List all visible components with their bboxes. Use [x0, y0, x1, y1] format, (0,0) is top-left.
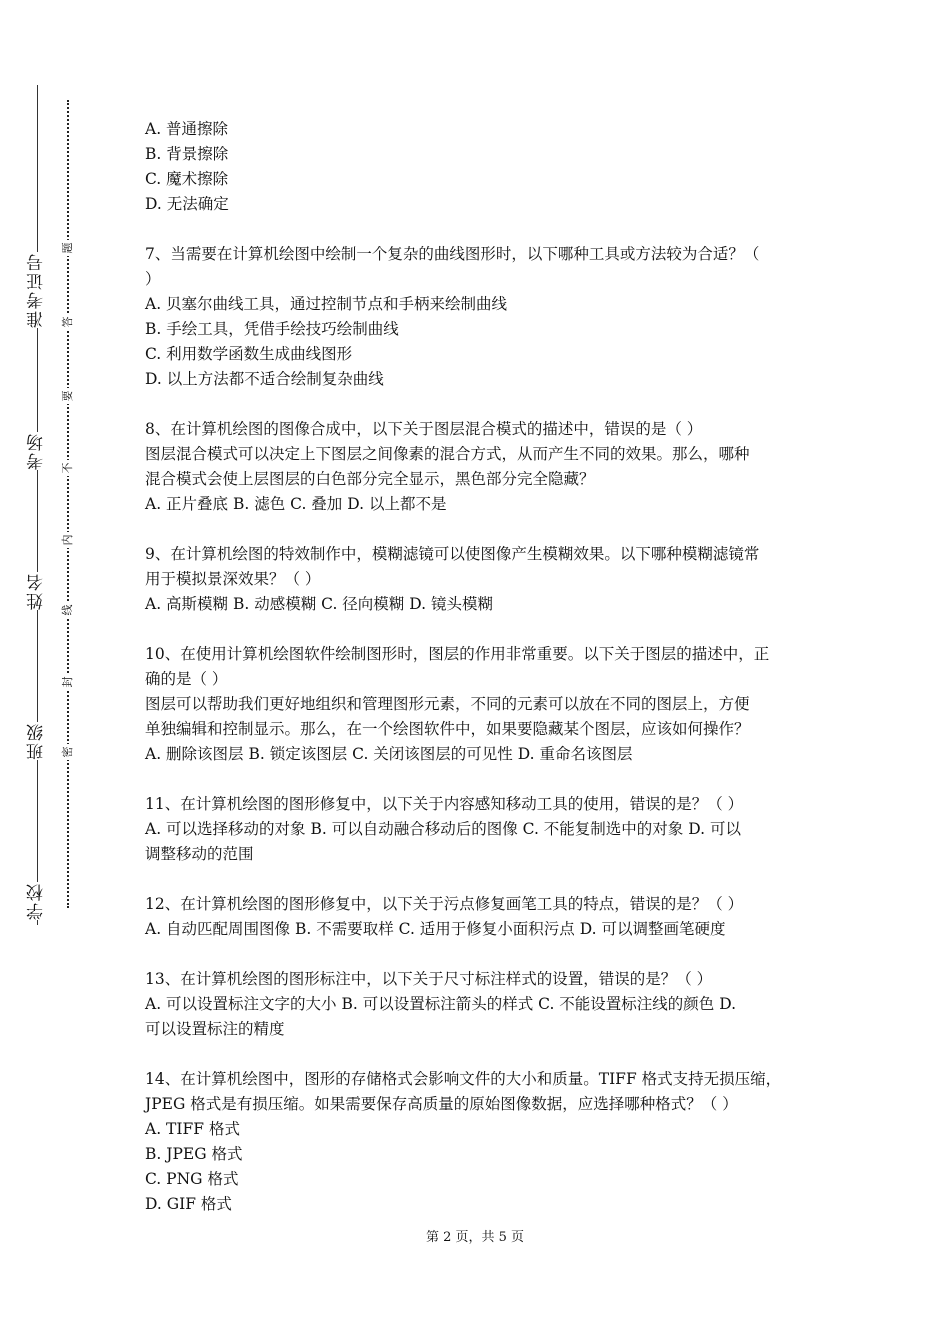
option: A. 贝塞尔曲线工具，通过控制节点和手柄来绘制曲线 — [145, 295, 508, 313]
options-inline: A. 删除该图层 B. 锁定该图层 C. 关闭该图层的可见性 D. 重命名该图层 — [145, 745, 633, 763]
question-13 — [145, 967, 815, 1042]
question-stem: 13、在计算机绘图的图形标注中，以下关于尺寸标注样式的设置，错误的是？（ ） — [145, 970, 713, 988]
question-stem: 11、在计算机绘图的图形修复中，以下关于内容感知移动工具的使用，错误的是？（ ） — [145, 795, 744, 813]
question-8 — [145, 417, 815, 517]
question-content — [145, 117, 815, 1217]
question-12 — [145, 892, 815, 942]
option: C. 魔术擦除 — [145, 170, 229, 188]
binding-margin — [0, 0, 110, 1344]
question-7 — [145, 242, 815, 392]
options-inline: A. 自动匹配周围图像 B. 不需要取样 C. 适用于修复小面积污点 D. 可以调整画笔硬度 — [145, 920, 726, 938]
option: D. 以上方法都不适合绘制复杂曲线 — [145, 370, 384, 388]
question-stem: 混合模式会使上层图层的白色部分完全显示，黑色部分完全隐藏？ — [145, 470, 595, 488]
options-inline: 调整移动的范围 — [145, 845, 254, 863]
seal-char: 不 — [60, 460, 76, 476]
question-stem: JPEG 格式是有损压缩。如果需要保存高质量的原始图像数据，应选择哪种格式？（ ） — [145, 1095, 738, 1113]
question-stem: 9、在计算机绘图的特效制作中，模糊滤镜可以使图像产生模糊效果。以下哪种模糊滤镜常 — [145, 545, 760, 563]
options-inline: A. 高斯模糊 B. 动感模糊 C. 径向模糊 D. 镜头模糊 — [145, 595, 493, 613]
option: B. 手绘工具，凭借手绘技巧绘制曲线 — [145, 320, 399, 338]
options-inline: A. 可以设置标注文字的大小 B. 可以设置标注箭头的样式 C. 不能设置标注线的颜色 D. — [145, 995, 737, 1013]
option: B. 背景擦除 — [145, 145, 229, 163]
field-class: 班级 — [22, 722, 52, 760]
field-name: 姓名 — [22, 572, 52, 610]
seal-char: 线 — [60, 602, 76, 618]
question-stem: 图层可以帮助我们更好地组织和管理图形元素，不同的元素可以放在不同的图层上，方便 — [145, 695, 750, 713]
option: A. TIFF 格式 — [145, 1120, 240, 1138]
seal-char: 密 — [60, 744, 76, 760]
option: A. 普通擦除 — [145, 120, 229, 138]
option: D. 无法确定 — [145, 195, 229, 213]
binding-dotted-line — [67, 100, 69, 908]
question-11 — [145, 792, 815, 867]
question-stem: 10、在使用计算机绘图软件绘制图形时，图层的作用非常重要。以下关于图层的描述中，正 — [145, 645, 770, 663]
options-inline: A. 正片叠底 B. 滤色 C. 叠加 D. 以上都不是 — [145, 495, 447, 513]
binding-solid-line — [37, 85, 38, 925]
option: C. PNG 格式 — [145, 1170, 239, 1188]
seal-char: 题 — [60, 240, 76, 256]
seal-char: 要 — [60, 388, 76, 404]
option: D. GIF 格式 — [145, 1195, 232, 1213]
option: B. JPEG 格式 — [145, 1145, 243, 1163]
question-stem: 12、在计算机绘图的图形修复中，以下关于污点修复画笔工具的特点，错误的是？（ ） — [145, 895, 744, 913]
seal-char: 答 — [60, 314, 76, 330]
question-stem: 用于模拟景深效果？（ ） — [145, 570, 321, 588]
field-exam-number: 准考证号 — [22, 252, 52, 328]
seal-char: 封 — [60, 674, 76, 690]
question-stem: 确的是（ ） — [145, 670, 228, 688]
question-10 — [145, 642, 815, 767]
options-inline: 可以设置标注的精度 — [145, 1020, 285, 1038]
question-14 — [145, 1067, 815, 1217]
seal-char: 内 — [60, 532, 76, 548]
field-school: 学校 — [22, 882, 52, 920]
question-stem: ） — [145, 270, 161, 288]
question-stem: 单独编辑和控制显示。那么，在一个绘图软件中，如果要隐藏某个图层，应该如何操作？ — [145, 720, 750, 738]
field-exam-room: 考场 — [22, 432, 52, 470]
question-9 — [145, 542, 815, 617]
question-stem: 7、当需要在计算机绘图中绘制一个复杂的曲线图形时，以下哪种工具或方法较为合适？（ — [145, 245, 760, 263]
options-inline: A. 可以选择移动的对象 B. 可以自动融合移动后的图像 C. 不能复制选中的对象 D. 可以 — [145, 820, 741, 838]
page-number: 第 2 页，共 5 页 — [425, 1230, 525, 1245]
question-stem: 8、在计算机绘图的图像合成中，以下关于图层混合模式的描述中，错误的是（ ） — [145, 420, 703, 438]
question-block-prev — [145, 117, 815, 217]
option: C. 利用数学函数生成曲线图形 — [145, 345, 353, 363]
question-stem: 14、在计算机绘图中，图形的存储格式会影响文件的大小和质量。TIFF 格式支持无损压缩， — [145, 1070, 782, 1088]
question-stem: 图层混合模式可以决定上下图层之间像素的混合方式，从而产生不同的效果。那么，哪种 — [145, 445, 750, 463]
